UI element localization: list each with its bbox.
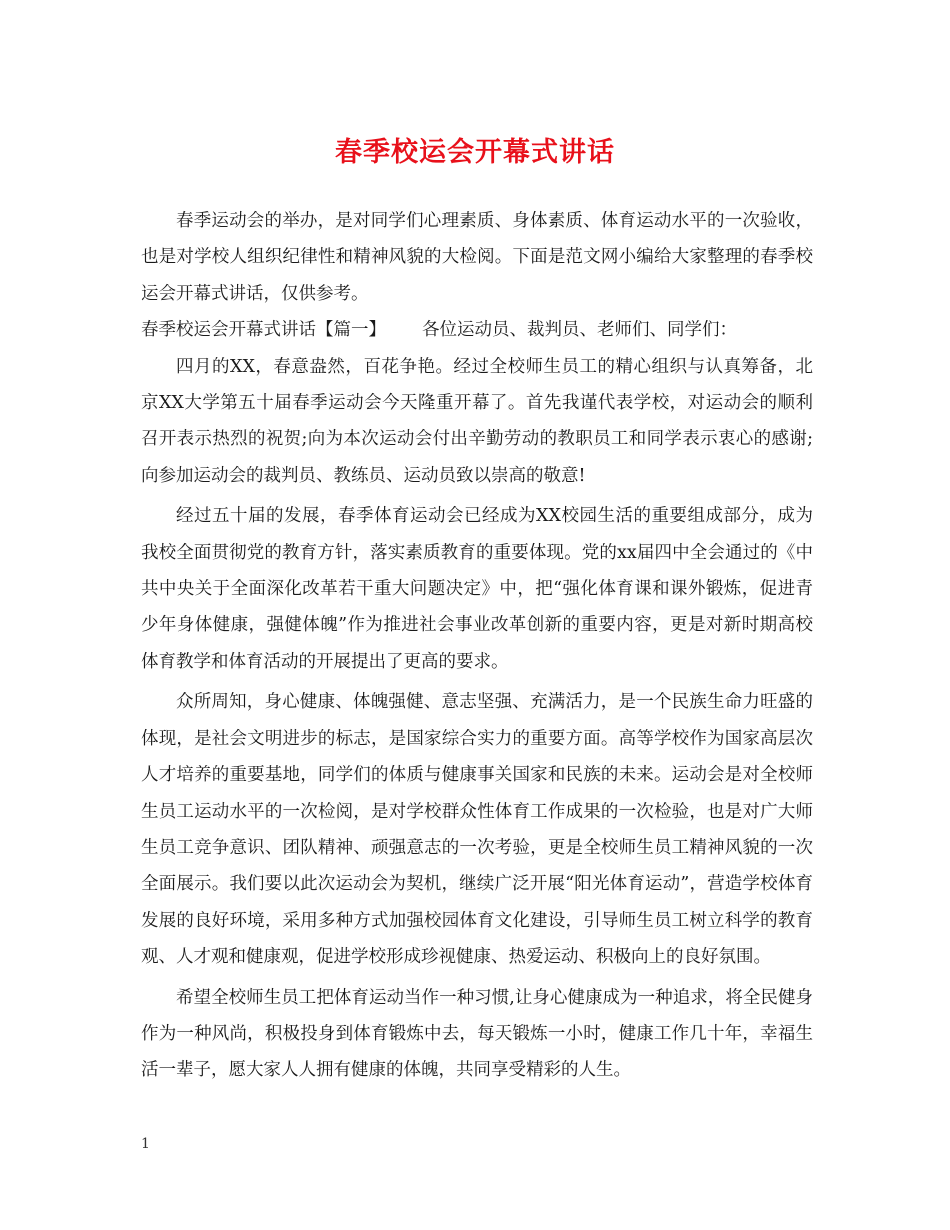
body-paragraph-3: 众所周知，身心健康、体魄强健、意志坚强、充满活力，是一个民族生命力旺盛的体现，是社会文明进步的标志，是国家综合实力的重要方面。高等学校作为国家高层次人才培养的重要基地，同学们的体质与健康事关国家和民族的未来。运动会是对全校师生员工运动水平的一次检阅，是对学校群众性体育工作成果的一次检验，也是对广大师生员工竞争意识、团队精神、顽强意志的一次考验，更是全校师生员工精神风貌的一次全面展示。我们要以此次运动会为契机，继续广泛开展“阳光体育运动”，营造学校体育发展的良好环境，采用多种方式加强校园体育文化建设，引导师生员工树立科学的教育观、人才观和健康观，促进学校形成珍视健康、热爱运动、积极向上的良好氛围。 — [141, 692, 813, 968]
body-paragraph-2: 经过五十届的发展，春季体育运动会已经成为XX校园生活的重要组成部分，成为我校全面贯彻党的教育方针，落实素质教育的重要体现。党的xx届四中全会通过的《中共中央关于全面深化改革若干重大问题决定》中，把“强化体育课和课外锻炼，促进青少年身体健康，强健体魄”作为推进社会事业改革创新的重要内容，更是对新时期高校体育教学和体育活动的开展提出了更高的要求。 — [141, 506, 813, 672]
page-number: 1 — [141, 1136, 150, 1152]
body-paragraph-4: 希望全校师生员工把体育运动当作一种习惯,让身心健康成为一种追求，将全民健身作为一种风尚，积极投身到体育锻炼中去，每天锻炼一小时，健康工作几十年，幸福生活一辈子，愿大家人人拥有健康的体魄，共同享受精彩的人生。 — [141, 987, 813, 1081]
salutation: 各位运动员、裁判员、老师们、同学们： — [422, 320, 737, 341]
intro-paragraph: 春季运动会的举办，是对同学们心理素质、身体素质、体育运动水平的一次验收，也是对学校人组织纪律性和精神风貌的大检阅。下面是范文网小编给大家整理的春季校运会开幕式讲话，仅供参考。 — [141, 211, 813, 304]
section-heading: 春季校运会开幕式讲话【篇一】 — [141, 320, 386, 341]
document-title: 春季校运会开幕式讲话 — [335, 137, 615, 168]
section-heading-line — [141, 312, 813, 348]
document-body — [141, 203, 813, 1089]
body-paragraph-1: 四月的XX，春意盎然，百花争艳。经过全校师生员工的精心组织与认真筹备，北京XX大学第五十届春季运动会今天隆重开幕了。首先我谨代表学校，对运动会的顺利召开表示热烈的祝贺;向为本次运动会付出辛勤劳动的教职员工和同学表示衷心的感谢;向参加运动会的裁判员、教练员、运动员致以崇高的敬意! — [141, 356, 813, 486]
